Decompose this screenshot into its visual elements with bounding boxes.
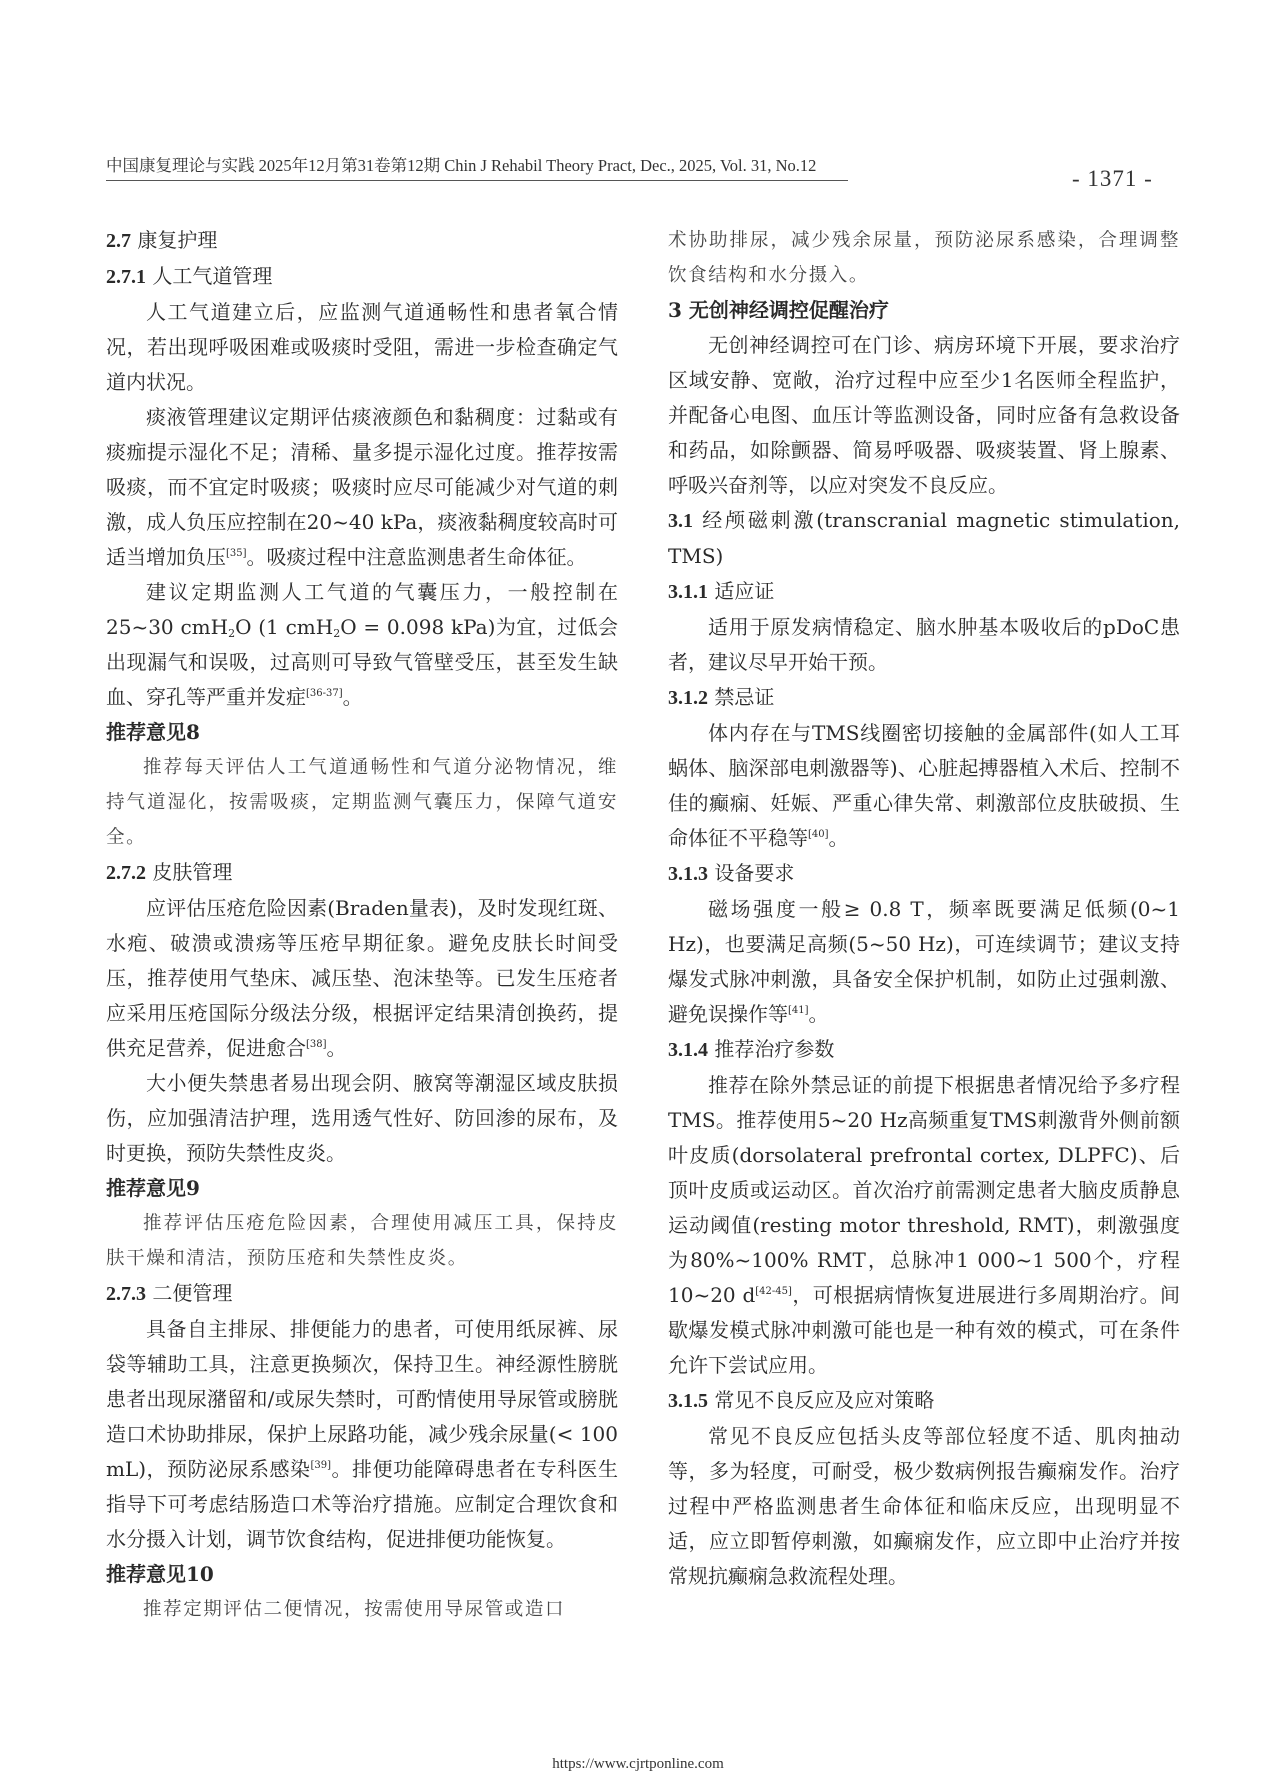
section-heading-2-7-1: 2.7.1 人工气道管理 — [106, 264, 273, 288]
paragraph-noninvasive-setup: 无创神经调控可在门诊、病房环境下开展，要求治疗区域安静、宽敞，治疗过程中应至少1名医师全程监护，并配备心电图、血压计等监测设备，同时应备有急救设备和药品，如除颤器、简易呼吸器、吸痰装置、肾上腺素、呼吸兴奋剂等，以应对突发不良反应。 — [668, 333, 1180, 497]
paragraph-bladder-bowel: 具备自主排尿、排便能力的患者，可使用纸尿裤、尿袋等辅助工具，注意更换频次，保持卫生。神经源性膀胱患者出现尿潴留和/或尿失禁时，可酌情使用导尿管或膀胱造口术协助排尿，保护上尿路功能，减少残余尿量(< 100 mL)，预防泌尿系感染[39]。排便功能障碍患者在专科医生指导下可考虑结肠造口术等治疗措施。应制定合理饮食和水分摄入计划，调节饮食结构，促进排便功能恢复。 — [106, 1317, 618, 1551]
section-heading-3-1-2: 3.1.2 禁忌证 — [668, 685, 775, 709]
footer-url: https://www.cjrtponline.com — [552, 1756, 724, 1772]
section-heading-3-1: 3.1 经颅磁刺激(transcranial magnetic stimulation, TMS) — [668, 508, 1181, 568]
paragraph-treatment-parameters: 推荐在除外禁忌证的前提下根据患者情况给予多疗程TMS。推荐使用5~20 Hz高频重复TMS刺激背外侧前额叶皮质(dorsolateral prefrontal cortex, DLPFC)、后顶叶皮质或运动区。首次治疗前需测定患者大脑皮质静息运动阈值(resting motor threshold, RMT)，刺激强度为80%~100% RMT，总脉冲1 000~1 500个，疗程10~20 d[42-45]，可根据病情恢复进展进行多周期治疗。间歇爆发模式脉冲刺激可能也是一种有效的模式，可在条件允许下尝试应用。 — [668, 1073, 1180, 1377]
left-column — [106, 223, 618, 1627]
section-heading-3-1-5: 3.1.5 常见不良反应及应对策略 — [668, 1388, 935, 1412]
page-number: - 1371 - — [1072, 166, 1153, 191]
recommendation-9-text: 推荐评估压疮危险因素，合理使用减压工具，保持皮肤干燥和清洁，预防压疮和失禁性皮炎。 — [106, 1213, 618, 1269]
paragraph-sputum-management: 痰液管理建议定期评估痰液颜色和黏稠度：过黏或有痰痂提示湿化不足；清稀、量多提示湿化过度。推荐按需吸痰，而不宜定时吸痰；吸痰时应尽可能减少对气道的刺激，成人负压应控制在20~40 kPa，痰液黏稠度较高时可适当增加负压[35]。吸痰过程中注意监测患者生命体征。 — [106, 405, 618, 569]
paragraph-incontinence-dermatitis: 大小便失禁患者易出现会阴、腋窝等潮湿区域皮肤损伤，应加强清洁护理，选用透气性好、防回渗的尿布，及时更换，预防失禁性皮炎。 — [106, 1071, 618, 1165]
citation: [41] — [788, 1005, 809, 1016]
section-heading-2-7-2: 2.7.2 皮肤管理 — [106, 860, 233, 884]
citation: [36-37] — [306, 688, 343, 699]
recommendation-10-text-start: 推荐定期评估二便情况，按需使用导尿管或造口 — [143, 1599, 566, 1620]
recommendation-10-text-continued: 术协助排尿，减少残余尿量，预防泌尿系感染，合理调整饮食结构和水分摄入。 — [668, 230, 1180, 286]
section-heading-3-1-3: 3.1.3 设备要求 — [668, 861, 795, 885]
right-column — [668, 223, 1180, 1594]
citation: [39] — [310, 1460, 332, 1471]
recommendation-9-title: 推荐意见9 — [106, 1176, 200, 1200]
running-header: 中国康复理论与实践 2025年12月第31卷第12期 Chin J Rehabil Theory Pract, Dec., 2025, Vol. 31, No.12 — [106, 156, 817, 175]
paragraph-contraindications: 体内存在与TMS线圈密切接触的金属部件(如人工耳蜗体、脑深部电刺激器等)、心脏起搏器植入术后、控制不佳的癫痫、妊娠、严重心律失常、刺激部位皮肤破损、生命体征不平稳等[40]。 — [668, 721, 1180, 850]
citation: [35] — [226, 548, 247, 559]
section-heading-2-7: 2.7 康复护理 — [106, 228, 218, 252]
header-rule — [106, 180, 848, 181]
recommendation-10-title: 推荐意见10 — [106, 1562, 214, 1586]
section-heading-3: 3 无创神经调控促醒治疗 — [668, 298, 889, 322]
section-heading-3-1-4: 3.1.4 推荐治疗参数 — [668, 1037, 835, 1061]
section-heading-3-1-1: 3.1.1 适应证 — [668, 579, 775, 603]
recommendation-8-title: 推荐意见8 — [106, 720, 200, 744]
recommendation-8-text: 推荐每天评估人工气道通畅性和气道分泌物情况，维持气道湿化，按需吸痰，定期监测气囊压力，保障气道安全。 — [106, 757, 618, 848]
paragraph-airway-monitoring: 人工气道建立后，应监测气道通畅性和患者氧合情况，若出现呼吸困难或吸痰时受阻，需进一步检查确定气道内状况。 — [106, 300, 618, 394]
citation: [38] — [306, 1039, 327, 1050]
section-heading-2-7-3: 2.7.3 二便管理 — [106, 1281, 233, 1305]
citation: [42-45] — [755, 1286, 792, 1297]
paragraph-indications: 适用于原发病情稳定、脑水肿基本吸收后的pDoC患者，建议尽早开始干预。 — [668, 615, 1180, 674]
paragraph-pressure-ulcer: 应评估压疮危险因素(Braden量表)，及时发现红斑、水疱、破溃或溃疡等压疮早期征象。避免皮肤长时间受压，推荐使用气垫床、减压垫、泡沫垫等。已发生压疮者应采用压疮国际分级法分级，根据评定结果清创换药，提供充足营养，促进愈合[38]。 — [106, 896, 618, 1060]
citation: [40] — [808, 829, 829, 840]
paragraph-adverse-reactions: 常见不良反应包括头皮等部位轻度不适、肌肉抽动等，多为轻度，可耐受，极少数病例报告癫痫发作。治疗过程中严格监测患者生命体征和临床反应，出现明显不适，应立即暂停刺激，如癫痫发作，应立即中止治疗并按常规抗癫痫急救流程处理。 — [668, 1424, 1180, 1588]
paragraph-equipment: 磁场强度一般≥ 0.8 T，频率既要满足低频(0~1 Hz)，也要满足高频(5~50 Hz)，可连续调节；建议支持爆发式脉冲刺激，具备安全保护机制，如防止过强刺激、避免误操作等[41]。 — [668, 897, 1180, 1026]
paragraph-cuff-pressure: 建议定期监测人工气道的气囊压力，一般控制在25~30 cmH$_2$O (1 cmH$_2$O = 0.098 kPa)为宜，过低会出现漏气和误吸，过高则可导致气管壁受压，甚至发生缺血、穿孔等严重并发症[36-37]。 — [106, 580, 618, 709]
